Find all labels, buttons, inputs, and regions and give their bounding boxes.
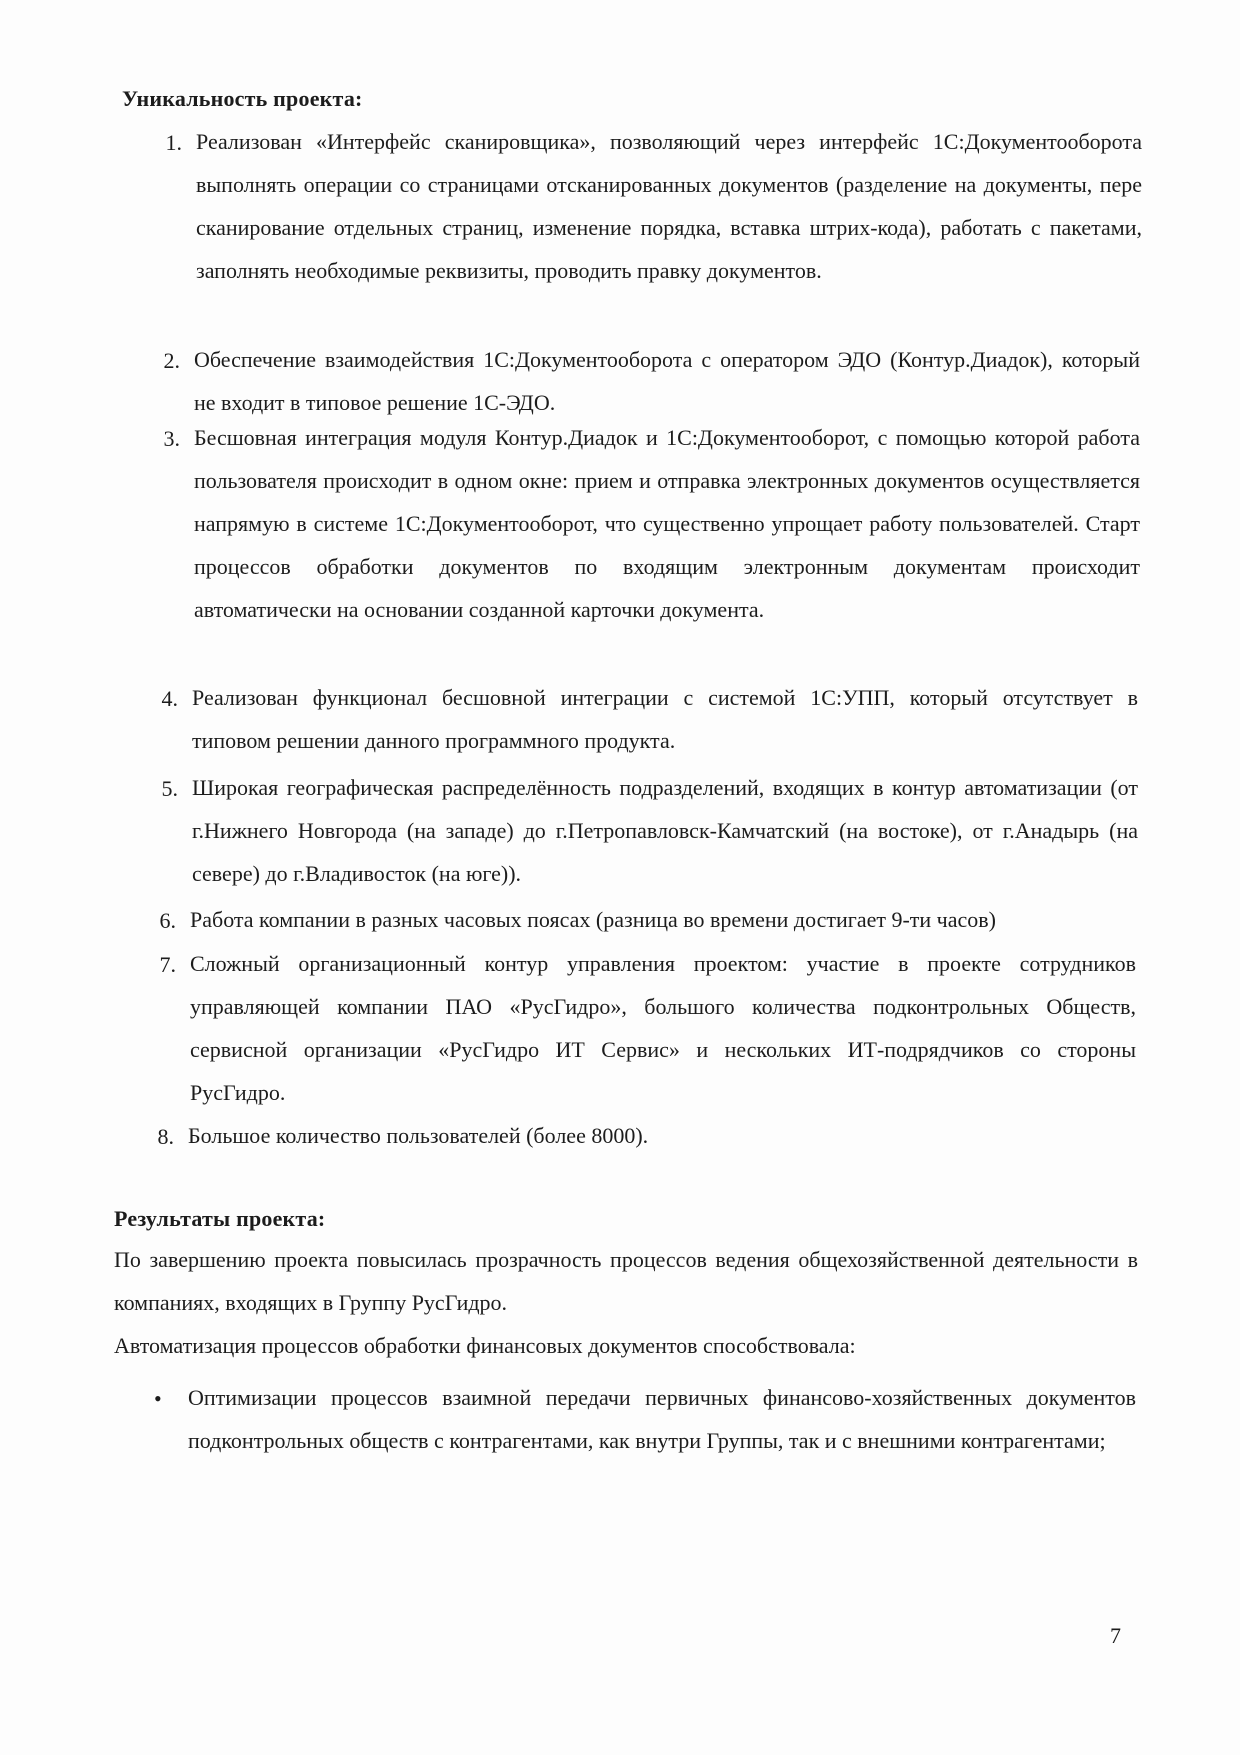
list-item-number: 1.: [165, 130, 182, 155]
list-item-text: Бесшовная интеграция модуля Контур.Диадок и 1С:Документооборот, с помощью которой работа пользователя происходит в одном окне: прием и отправка электронных документов осуществляется напрямую в системе 1С:Документооборот, что существенно упрощает работу пользователей. Старт процессов обработки документов по входящим электронным документам происходит автоматически на основании созданной карточки документа.: [194, 425, 1140, 622]
list-item-text: Обеспечение взаимодействия 1С:Документооборота с оператором ЭДО (Контур.Диадок), который не входит в типовое решение 1С-ЭДО.: [194, 347, 1140, 415]
list-item-number: 3.: [163, 426, 180, 451]
results-heading: Результаты проекта:: [114, 1206, 326, 1231]
list-item-number: 2.: [163, 348, 180, 373]
list-item-text: Большое количество пользователей (более 8000).: [188, 1123, 649, 1148]
list-item-text: Оптимизации процессов взаимной передачи первичных финансово-хозяйственных документов подконтрольных обществ с контрагентами, как внутри Группы, так и с внешними контрагентами;: [188, 1385, 1136, 1453]
list-item-number: 7.: [159, 952, 176, 977]
list-item-number: 4.: [161, 686, 178, 711]
list-item-number: 5.: [161, 776, 178, 801]
list-item-text: Работа компании в разных часовых поясах (разница во времени достигает 9-ти часов): [190, 907, 996, 932]
list-item-text: Реализован функционал бесшовной интеграции с системой 1С:УПП, который отсутствует в типовом решении данного программного продукта.: [192, 685, 1138, 753]
results-paragraph: По завершению проекта повысилась прозрачность процессов ведения общехозяйственной деятельности в компаниях, входящих в Группу РусГидро.: [114, 1247, 1138, 1315]
results-intro: Автоматизация процессов обработки финансовых документов способствовала:: [114, 1333, 856, 1358]
list-item-text: Широкая географическая распределённость подразделений, входящих в контур автоматизации (от г.Нижнего Новгорода (на западе) до г.Петропавловск-Камчатский (на востоке), от г.Анадырь (на севере) до г.Владивосток (на юге)).: [192, 775, 1138, 886]
list-item-text: Сложный организационный контур управления проектом: участие в проекте сотрудников управляющей компании ПАО «РусГидро», большого количества подконтрольных Обществ, сервисной организации «РусГидро ИТ Сервис» и нескольких ИТ-подрядчиков со стороны РусГидро.: [190, 951, 1136, 1105]
list-item-number: 6.: [159, 908, 176, 933]
page-number: 7: [1110, 1623, 1121, 1648]
list-item-number: 8.: [157, 1124, 174, 1149]
uniqueness-heading: Уникальность проекта:: [122, 86, 363, 111]
bullet-icon: •: [154, 1386, 162, 1411]
list-item-text: Реализован «Интерфейс сканировщика», позволяющий через интерфейс 1С:Документооборота выполнять операции со страницами отсканированных документов (разделение на документы, пере сканирование отдельных страниц, изменение порядка, вставка штрих-кода), работать с пакетами, заполнять необходимые реквизиты, проводить правку документов.: [196, 129, 1142, 283]
